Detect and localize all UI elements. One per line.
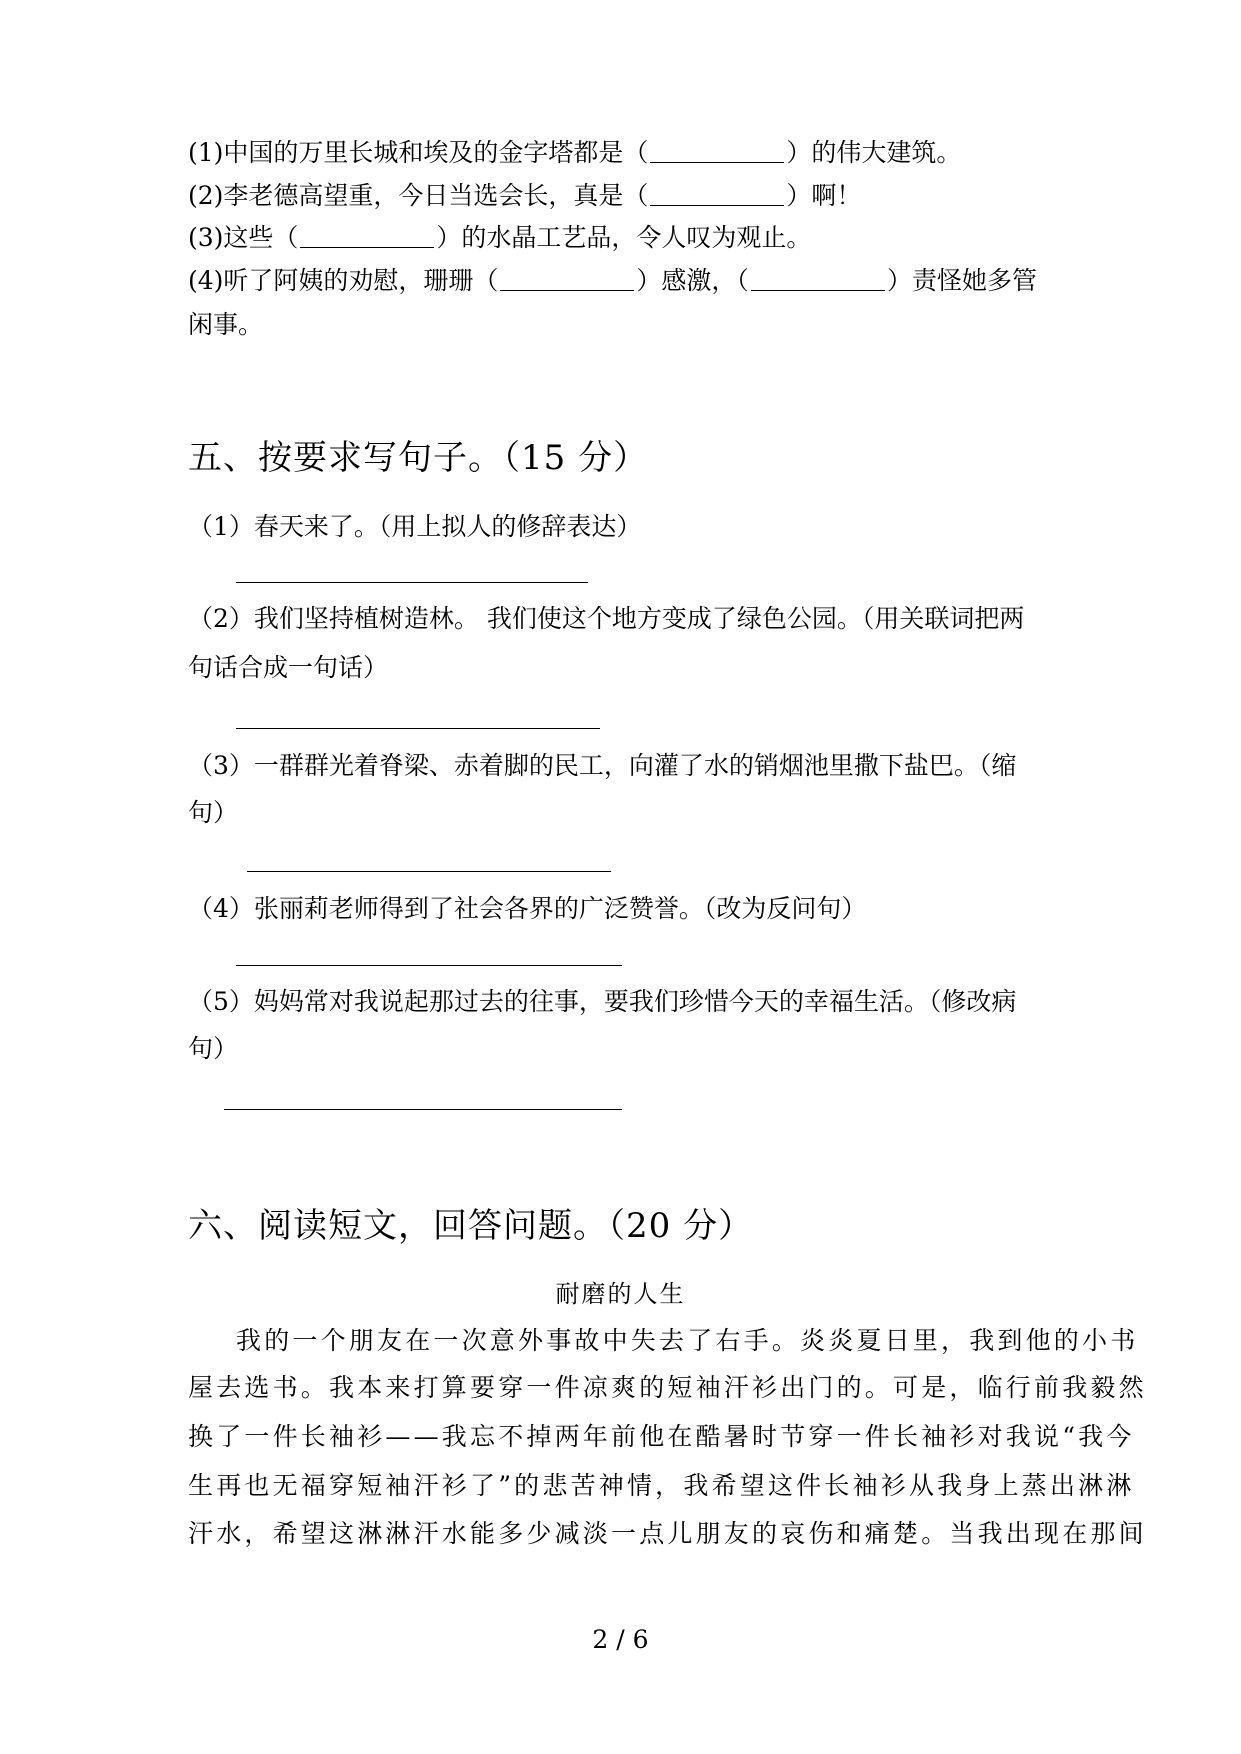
- s5-item3-line2: 句）: [188, 798, 239, 827]
- s5-item2-line2: 句话合成一句话）: [188, 653, 389, 682]
- q4-blank-2[interactable]: [751, 266, 885, 291]
- s5-item1-answer-line[interactable]: [236, 582, 588, 583]
- s5-item2-answer-line[interactable]: [236, 728, 600, 729]
- q3-text-after: ）的水晶工艺品，令人叹为观止。: [436, 223, 812, 252]
- q1-text-before: (1)中国的万里长城和埃及的金字塔都是（: [188, 138, 649, 167]
- q2-blank[interactable]: [650, 181, 784, 206]
- s5-item4-answer-line[interactable]: [236, 965, 622, 966]
- q2-text-before: (2)李老德高望重，今日当选会长，真是（: [188, 181, 649, 210]
- q4-text-after: ）责怪她多管: [886, 266, 1037, 295]
- q3-blank[interactable]: [300, 223, 434, 248]
- fill-blank-q1: [188, 137, 961, 169]
- fill-blank-q3: [188, 222, 811, 254]
- q1-blank[interactable]: [650, 138, 784, 163]
- passage-line-1: 我的一个朋友在一次意外事故中失去了右手。炎炎夏日里，我到他的小书: [236, 1326, 1139, 1355]
- s5-item5-answer-line[interactable]: [224, 1109, 622, 1110]
- fill-blank-q4: [188, 265, 1037, 297]
- s5-item3-line1: （3）一群群光着脊梁、赤着脚的民工，向灌了水的销烟池里撒下盐巴。（缩: [188, 751, 1017, 780]
- s5-item1-line1: （1）春天来了。（用上拟人的修辞表达）: [188, 512, 642, 541]
- passage-line-5: 汗水，希望这淋淋汗水能多少减淡一点儿朋友的哀伤和痛楚。当我出现在那间: [188, 1519, 1147, 1548]
- q1-text-after: ）的伟大建筑。: [786, 138, 962, 167]
- s5-item3-answer-line[interactable]: [247, 871, 611, 872]
- passage-title: 耐磨的人生: [555, 1280, 686, 1308]
- section6-heading: 六、阅读短文，回答问题。（20 分）: [188, 1206, 754, 1246]
- q2-text-after: ）啊！: [786, 181, 862, 210]
- q4-text-before: (4)听了阿姨的劝慰，珊珊（: [188, 266, 499, 295]
- fill-blank-q4-continued: 闲事。: [188, 310, 264, 339]
- q3-text-before: (3)这些（: [188, 223, 299, 252]
- page-number: 2 / 6: [592, 1625, 649, 1654]
- s5-item5-line1: （5）妈妈常对我说起那过去的往事，要我们珍惜今天的幸福生活。（修改病: [188, 987, 1017, 1016]
- passage-line-2: 屋去选书。我本来打算要穿一件凉爽的短袖汗衫出门的。可是，临行前我毅然: [188, 1373, 1147, 1402]
- s5-item4-line1: （4）张丽莉老师得到了社会各界的广泛赞誉。（改为反问句）: [188, 894, 867, 923]
- s5-item2-line1: （2）我们坚持植树造林。 我们使这个地方变成了绿色公园。（用关联词把两: [188, 604, 1025, 633]
- passage-line-3: 换了一件长袖衫——我忘不掉两年前他在酷暑时节穿一件长袖衫对我说“我今: [188, 1422, 1135, 1451]
- s5-item5-line2: 句）: [188, 1034, 239, 1063]
- q4-blank-1[interactable]: [500, 266, 634, 291]
- section5-heading: 五、按要求写句子。（15 分）: [188, 438, 649, 478]
- q4-text-middle: ）感激，（: [636, 266, 749, 295]
- passage-line-4: 生再也无福穿短袖汗衫了”的悲苦神情，我希望这件长袖衫从我身上蒸出淋淋: [188, 1471, 1135, 1500]
- fill-blank-q2: [188, 180, 861, 212]
